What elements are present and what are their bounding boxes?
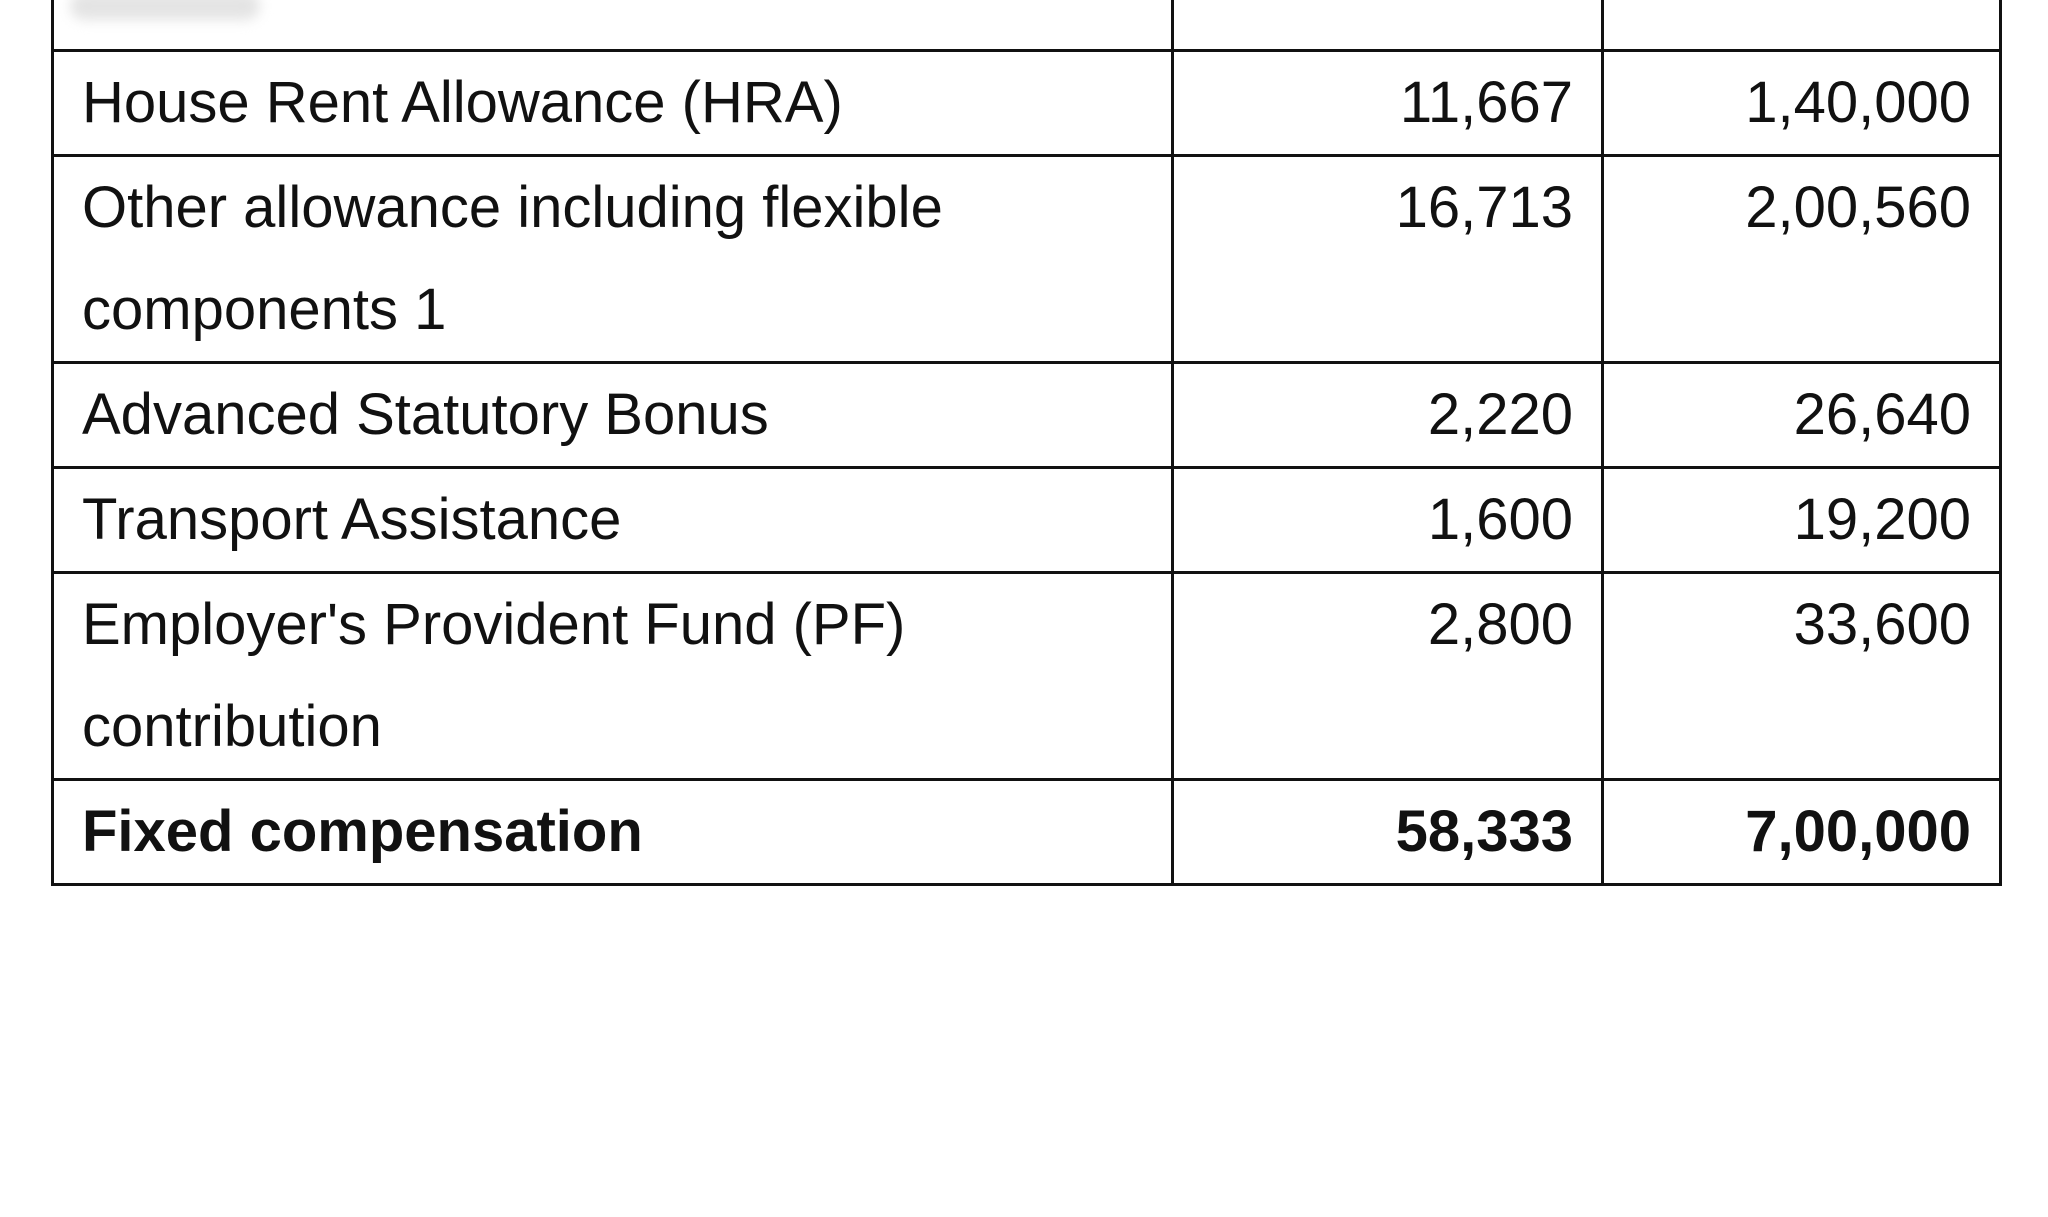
component-label: Employer's Provident Fund (PF) contribution [53, 573, 1173, 780]
component-label: Advanced Statutory Bonus [53, 363, 1173, 468]
table-row [53, 363, 2001, 468]
component-label: Transport Assistance [53, 468, 1173, 573]
total-label: Fixed compensation [53, 780, 1173, 885]
monthly-amount: 16,713 [1173, 156, 1603, 363]
annual-amount: 33,600 [1603, 573, 2001, 780]
monthly-amount: 2,800 [1173, 573, 1603, 780]
annual-amount: 1,40,000 [1603, 51, 2001, 156]
table-row [53, 156, 2001, 363]
total-monthly-amount: 58,333 [1173, 780, 1603, 885]
annual-amount: 19,200 [1603, 468, 2001, 573]
compensation-table [51, 0, 2002, 886]
cut-off-annual-cell [1603, 0, 2001, 51]
table-row [53, 468, 2001, 573]
cut-off-monthly-cell [1173, 0, 1603, 51]
monthly-amount: 2,220 [1173, 363, 1603, 468]
component-label: House Rent Allowance (HRA) [53, 51, 1173, 156]
annual-amount: 2,00,560 [1603, 156, 2001, 363]
monthly-amount: 11,667 [1173, 51, 1603, 156]
total-annual-amount: 7,00,000 [1603, 780, 2001, 885]
monthly-amount: 1,600 [1173, 468, 1603, 573]
total-row [53, 780, 2001, 885]
annual-amount: 26,640 [1603, 363, 2001, 468]
table-row [53, 51, 2001, 156]
table-row [53, 573, 2001, 780]
table-row-cut-off [53, 0, 2001, 51]
blurred-text-fragment [70, 0, 260, 20]
component-label: Other allowance including flexible components 1 [53, 156, 1173, 363]
